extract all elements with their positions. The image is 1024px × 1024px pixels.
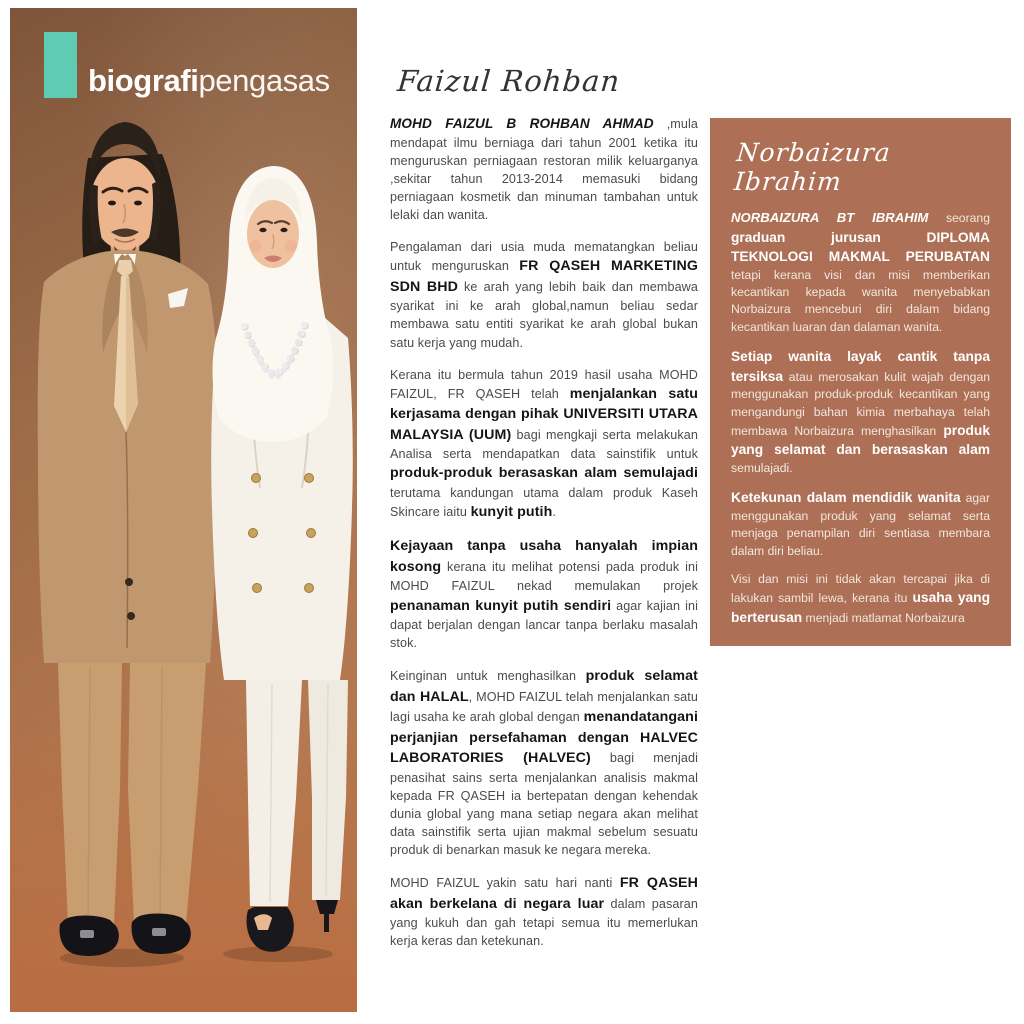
text-run: , MOHD FAIZUL telah menjalankan satu lagi usaha ke arah global dengan: [390, 689, 698, 725]
founders-photo-illustration: [10, 8, 357, 1012]
paragraph: [731, 347, 990, 477]
text-run: Visi dan misi ini tidak akan tercapai jika di lakukan sambil lewa, kerana itu: [731, 571, 990, 606]
paragraph: [390, 666, 698, 859]
text-run: kerana itu melihat potensi pada produk ini MOHD FAIZUL nekad memulakan projek: [390, 559, 698, 594]
logo-accent-block: [44, 32, 77, 98]
text-run: NORBAIZURA BT IBRAHIM: [731, 210, 929, 225]
text-run: ke arah yang lebih baik dan membawa syarikat ini ke arah global,namun beliau sedar membawa satu entiti syarikat ke arah global bukan satu kerja yang mudah.: [390, 279, 698, 350]
text-run: produk-produk berasaskan alam semulajadi: [390, 465, 698, 482]
text-run: kunyit putih: [470, 504, 553, 520]
founder-bio-norbaizura-paragraphs: [731, 209, 990, 627]
logo-wordmark: [88, 65, 330, 98]
founder-name-script-faizul: Faizul Rohban: [396, 64, 622, 98]
paragraph: [390, 238, 698, 351]
text-run: agar menggunakan produk yang selamat serta menjaga penampilan diri sentiasa membara dalam diri beliau.: [731, 491, 990, 558]
text-run: menjalankan satu kerjasama dengan pihak UNIVERSITI UTARA MALAYSIA (UUM): [390, 385, 698, 443]
text-run: dalam pasaran yang kukuh dan gah tetapi semua itu memerlukan kerja keras dan ketekunan.: [390, 896, 698, 949]
text-run: graduan jurusan DIPLOMA TEKNOLOGI MAKMAL PERUBATAN: [731, 229, 990, 265]
founders-photo: [10, 8, 357, 1012]
text-run: bagi mengkaji serta melakukan Analisa serta mendapatkan data sainstifik untuk: [390, 427, 698, 462]
text-run: menandatangani perjanjian persefahaman dengan HALVEC LABORATORIES (HALVEC): [390, 709, 698, 767]
text-run: atau merosakan kulit wajah dengan menggunakan produk-produk kecantikan yang mengandungi bahan kimia merbahaya telah membawa Norbaizura menghasilkan: [731, 369, 990, 438]
text-run: tetapi kerana visi dan misi memberikan kecantikan kepada wanita menyebabkan Norbaizura menceburi diri dalam bidang kecantikan luaran dan dalaman wanita.: [731, 267, 990, 334]
text-run: Setiap wanita layak cantik tanpa tersiksa: [731, 349, 990, 384]
text-run: terutama kandungan utama dalam produk Kaseh Skincare iaitu: [390, 485, 698, 519]
founder-bio-faizul-paragraphs: [390, 114, 698, 951]
text-run: FR QASEH akan berkelana di negara luar: [390, 875, 698, 912]
paragraph: [731, 488, 990, 560]
text-run: Ketekunan dalam mendidik wanita: [731, 490, 961, 506]
text-run: bagi menjadi penasihat sains serta menjalankan analisis makmal kepada FR QASEH ia bertepatan dengan kehendak dunia global yang mana setiap negara akan melihat data sainstifik serta ujian makmal sebelum sesuatu produk di benarkan masuk ke negara mereka.: [390, 751, 699, 858]
logo-word-light: pengasas: [198, 63, 330, 98]
text-run: penanaman kunyit putih sendiri: [390, 597, 612, 614]
paragraph: [390, 536, 698, 652]
text-run: seorang: [928, 211, 990, 225]
text-run: FR QASEH MARKETING SDN BHD: [390, 258, 698, 295]
text-run: menjadi matlamat Norbaizura: [802, 610, 965, 625]
text-run: Kerana itu bermula tahun 2019 hasil usaha MOHD FAIZUL, FR QASEH telah: [390, 367, 698, 401]
paragraph: [731, 209, 990, 336]
text-run: MOHD FAIZUL yakin satu hari nanti: [390, 876, 620, 891]
text-run: ,mula mendapat ilmu berniaga dari tahun 2001 ketika itu menguruskan perniagaan restoran milik keluarganya ,sekitar tahun 2013-2014 memasuki bidang perniagaan kosmetik dan minuman tambahan untuk lelaki dan wanita.: [390, 117, 698, 223]
text-run: Keinginan untuk menghasilkan: [390, 669, 586, 684]
paragraph: [390, 366, 698, 523]
paragraph: [390, 114, 698, 224]
text-run: Kejayaan tanpa usaha hanyalah impian kosong: [390, 538, 698, 575]
founder-bio-faizul: [390, 64, 698, 965]
logo: [44, 32, 330, 98]
founder-name-script-norbaizura: Norbaizura Ibrahim: [733, 138, 892, 196]
text-run: MOHD FAIZUL B ROHBAN AHMAD: [390, 116, 654, 131]
text-run: produk selamat dan HALAL: [390, 668, 698, 705]
text-run: agar kajian ini dapat berjalan dengan lancar tanpa berlaku masalah stok.: [390, 598, 698, 651]
text-run: .: [552, 505, 556, 519]
paragraph: [731, 571, 990, 627]
logo-word-bold: biografi: [88, 63, 199, 98]
text-run: semulajadi.: [731, 461, 793, 476]
text-run: produk yang selamat dan berasaskan alam: [731, 422, 990, 458]
founder-bio-norbaizura-box: [710, 118, 1011, 646]
text-run: Pengalaman dari usia muda mematangkan beliau untuk menguruskan: [390, 240, 698, 274]
paragraph: [390, 873, 698, 950]
text-run: usaha yang berterusan: [731, 590, 990, 625]
